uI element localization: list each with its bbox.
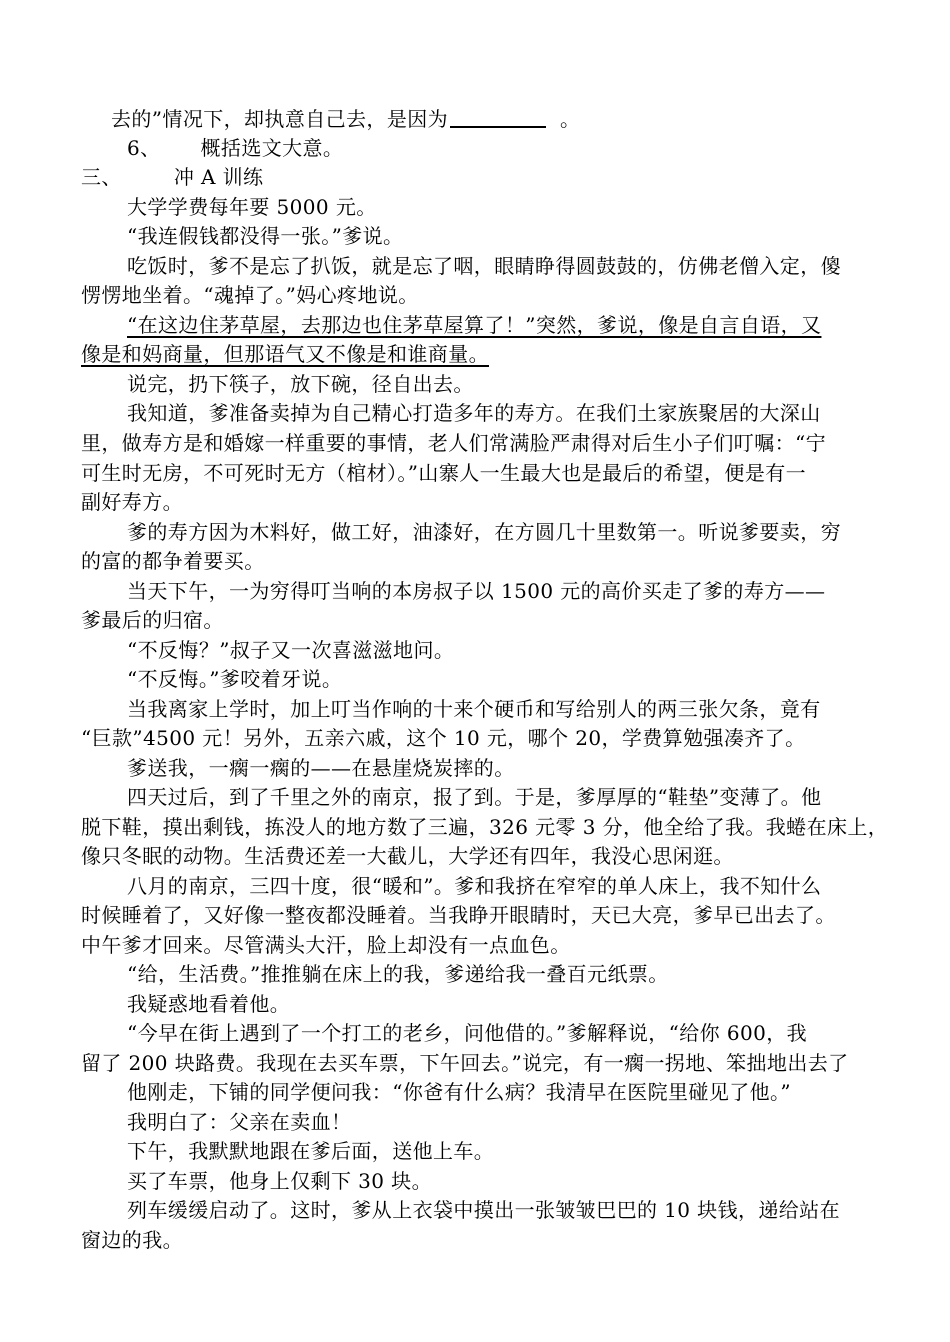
text-line: 的富的都争着要买。 — [81, 549, 265, 573]
text-line: 副好寿方。 — [81, 490, 183, 514]
text-line: 里，做寿方是和婚嫁一样重要的事情，老人们常满脸严肃得对后生小子们叮嘱：“宁 — [81, 431, 827, 455]
question-6 — [127, 133, 927, 163]
text-line: 吃饭时，爹不是忘了扒饭，就是忘了咽，眼睛睁得圆鼓鼓的，仿佛老僧入定，傻 — [127, 254, 841, 278]
question-text: 概括选文大意。 — [200, 136, 344, 160]
text-line: 我知道，爹准备卖掉为自己精心打造多年的寿方。在我们土家族聚居的大深山 — [127, 401, 821, 425]
text-line: 愣愣地坐着。“魂掉了。”妈心疼地说。 — [81, 283, 419, 307]
text-line: 说完，扔下筷子，放下碗，径自出去。 — [127, 372, 474, 396]
section-number: 三、 — [81, 165, 122, 189]
text-line: 列车缓缓启动了。这时，爹从上衣袋中摸出一张皱皱巴巴的 10 块钱，递给站在 — [127, 1198, 840, 1222]
text-line: 时候睡着了，又好像一整夜都没睡着。当我睁开眼睛时，天已大亮，爹早已出去了。 — [81, 903, 836, 927]
text-line: 中午爹才回来。尽管满头大汗，脸上却没有一点血色。 — [81, 933, 571, 957]
text-line: 爹的寿方因为木料好，做工好，油漆好，在方圆几十里数第一。听说爹要卖，穷 — [127, 520, 841, 544]
text-line: 爹最后的归宿。 — [81, 608, 224, 632]
text-line: “不反悔。”爹咬着牙说。 — [127, 667, 343, 691]
text-line: 下午，我默默地跟在爹后面，送他上车。 — [127, 1139, 495, 1163]
text-line: 当我离家上学时，加上叮当作响的十来个硬币和写给别人的两三张欠条，竟有 — [127, 697, 821, 721]
text-line: 脱下鞋，摸出剩钱，拣没人的地方数了三遍，326 元零 3 分，他全给了我。我蜷在床上， — [81, 815, 889, 839]
text-line: 窗边的我。 — [81, 1228, 183, 1252]
section-title: 冲 A 训练 — [173, 165, 264, 189]
text-line: “巨款”4500 元！另外，五亲六戚，这个 10 元，哪个 20，学费算勉强凑齐了。 — [81, 726, 806, 750]
text-line: 爹送我，一瘸一瘸的——在悬崖烧炭摔的。 — [127, 756, 515, 780]
text-line: “给，生活费。”推推躺在床上的我，爹递给我一叠百元纸票。 — [127, 962, 669, 986]
text-line: 可生时无房，不可死时无方（棺材）。”山寨人一生最大也是最后的希望，便是有一 — [81, 461, 807, 485]
text-line: 他刚走，下铺的同学便问我：“你爸有什么病？我清早在医院里碰见了他。” — [127, 1080, 792, 1104]
text-line: 买了车票，他身上仅剩下 30 块。 — [127, 1169, 432, 1193]
text-line — [111, 104, 911, 134]
underlined-text-line: “在这边住茅草屋，去那边也住茅草屋算了！”突然，爹说，像是自言自语，又 — [127, 313, 822, 337]
section-heading — [81, 162, 881, 192]
question-text: 去的”情况下，却执意自己去，是因为 — [111, 107, 449, 131]
text-line: 留了 200 块路费。我现在去买车票，下午回去。”说完，有一瘸一拐地、笨拙地出去了 — [81, 1051, 849, 1075]
text-line: 大学学费每年要 5000 元。 — [127, 195, 377, 219]
text-line: “我连假钱都没得一张。”爹说。 — [127, 224, 404, 248]
text-line: 我疑惑地看着他。 — [127, 992, 291, 1016]
answer-blank[interactable] — [450, 104, 546, 128]
question-number: 6、 — [127, 136, 161, 160]
underlined-text-line: 像是和妈商量，但那语气又不像是和谁商量。 — [81, 342, 489, 366]
text-line: 当天下午，一为穷得叮当响的本房叔子以 1500 元的高价买走了爹的寿方—— — [127, 579, 826, 603]
text-line: “今早在街上遇到了一个打工的老乡，问他借的。”爹解释说，“给你 600，我 — [127, 1021, 808, 1045]
text-line: 我明白了：父亲在卖血！ — [127, 1110, 352, 1134]
question-end: 。 — [560, 107, 581, 131]
text-line: 四天过后，到了千里之外的南京，报了到。于是，爹厚厚的“鞋垫”变薄了。他 — [127, 785, 822, 809]
text-line: 像只冬眠的动物。生活费还差一大截儿，大学还有四年，我没心思闲逛。 — [81, 844, 734, 868]
text-line: “不反悔？”叔子又一次喜滋滋地问。 — [127, 638, 455, 662]
text-line: 八月的南京，三四十度，很“暖和”。爹和我挤在窄窄的单人床上，我不知什么 — [127, 874, 822, 898]
